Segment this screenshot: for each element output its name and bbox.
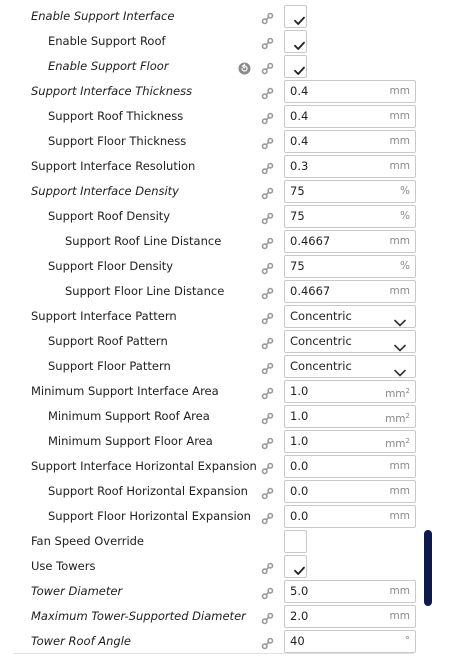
setting-row-enable-support-interface <box>0 4 452 29</box>
support-roof-density-label: Support Roof Density <box>48 209 171 223</box>
maximum-tower-supported-diameter-label: Maximum Tower-Supported Diameter <box>31 609 246 623</box>
support-roof-line-distance-unit <box>390 231 410 252</box>
setting-row-support-floor-line-distance <box>0 279 452 304</box>
chain-link-icon[interactable] <box>261 185 274 198</box>
support-floor-density-label: Support Floor Density <box>48 259 174 273</box>
support-roof-pattern-dropdown[interactable] <box>284 330 416 353</box>
support-roof-horizontal-expansion-label: Support Roof Horizontal Expansion <box>48 484 248 498</box>
support-interface-thickness-unit <box>390 81 410 102</box>
setting-row-enable-support-roof <box>0 29 452 54</box>
tower-diameter-unit <box>390 581 410 602</box>
enable-support-interface-label: Enable Support Interface <box>31 9 175 23</box>
unit-text: mm <box>389 460 410 472</box>
chain-link-icon[interactable] <box>261 335 274 348</box>
support-floor-horizontal-expansion-label: Support Floor Horizontal Expansion <box>48 509 251 523</box>
chain-link-icon[interactable] <box>261 210 274 223</box>
setting-row-maximum-tower-supported-diameter <box>0 604 452 629</box>
support-roof-line-distance-field[interactable] <box>284 230 416 253</box>
support-roof-line-distance-value[interactable] <box>290 231 375 252</box>
chain-link-icon[interactable] <box>261 485 274 498</box>
support-interface-resolution-field[interactable] <box>284 155 416 178</box>
unit-text: mm <box>389 510 410 522</box>
setting-row-support-roof-pattern <box>0 329 452 354</box>
chain-link-icon[interactable] <box>261 285 274 298</box>
support-floor-pattern-dropdown[interactable] <box>284 355 416 378</box>
support-interface-thickness-label: Support Interface Thickness <box>31 84 193 98</box>
unit-text: mm <box>389 485 410 497</box>
support-floor-pattern-label: Support Floor Pattern <box>48 359 171 373</box>
use-towers-checkbox[interactable] <box>284 555 307 578</box>
support-interface-pattern-dropdown[interactable] <box>284 305 416 328</box>
support-roof-pattern-selected-value: Concentric <box>290 334 352 348</box>
unit-text: mm <box>389 110 410 122</box>
unit-text: mm <box>389 160 410 172</box>
setting-row-tower-diameter <box>0 579 452 604</box>
support-floor-line-distance-label: Support Floor Line Distance <box>65 284 225 298</box>
scrollbar-thumb[interactable] <box>424 530 432 606</box>
minimum-support-interface-area-field[interactable] <box>284 380 416 403</box>
unit-text: % <box>400 210 410 222</box>
support-interface-density-field[interactable] <box>284 180 416 203</box>
chain-link-icon[interactable] <box>261 610 274 623</box>
chain-link-icon[interactable] <box>261 160 274 173</box>
maximum-tower-supported-diameter-value[interactable] <box>290 606 375 627</box>
unit-text: mm <box>389 135 410 147</box>
support-floor-thickness-field[interactable] <box>284 130 416 153</box>
chain-link-icon[interactable] <box>261 310 274 323</box>
bottom-divider <box>14 653 414 654</box>
fan-speed-override-label: Fan Speed Override <box>31 534 145 548</box>
setting-row-support-roof-horizontal-expansion <box>0 479 452 504</box>
support-roof-horizontal-expansion-field[interactable] <box>284 480 416 503</box>
maximum-tower-supported-diameter-field[interactable] <box>284 605 416 628</box>
minimum-support-roof-area-label: Minimum Support Roof Area <box>48 409 210 423</box>
chain-link-icon[interactable] <box>261 460 274 473</box>
support-floor-line-distance-unit <box>390 281 410 302</box>
minimum-support-interface-area-unit <box>385 381 410 402</box>
minimum-support-floor-area-label: Minimum Support Floor Area <box>48 434 213 448</box>
chain-link-icon[interactable] <box>261 235 274 248</box>
setting-row-use-towers <box>0 554 452 579</box>
setting-row-support-floor-thickness <box>0 129 452 154</box>
support-interface-resolution-label: Support Interface Resolution <box>31 159 196 173</box>
setting-row-fan-speed-override <box>0 529 452 554</box>
use-towers-label: Use Towers <box>31 559 96 573</box>
support-floor-horizontal-expansion-unit <box>390 506 410 527</box>
maximum-tower-supported-diameter-unit <box>390 606 410 627</box>
chain-link-icon[interactable] <box>261 10 274 23</box>
support-roof-horizontal-expansion-unit <box>390 481 410 502</box>
minimum-support-roof-area-unit <box>385 406 410 427</box>
unit-text: mm <box>389 235 410 247</box>
support-interface-resolution-value[interactable] <box>290 156 375 177</box>
support-floor-horizontal-expansion-value[interactable] <box>290 506 375 527</box>
chain-link-icon[interactable] <box>261 135 274 148</box>
unit-text: % <box>400 185 410 197</box>
support-roof-density-value[interactable] <box>290 206 375 227</box>
tower-roof-angle-label: Tower Roof Angle <box>31 634 131 648</box>
minimum-support-roof-area-field[interactable] <box>284 405 416 428</box>
setting-row-support-roof-density <box>0 204 452 229</box>
chain-link-icon[interactable] <box>261 435 274 448</box>
support-interface-horizontal-expansion-field[interactable] <box>284 455 416 478</box>
setting-row-minimum-support-floor-area <box>0 429 452 454</box>
support-floor-pattern-selected-value: Concentric <box>290 359 352 373</box>
support-interface-horizontal-expansion-value[interactable] <box>290 456 375 477</box>
chain-link-icon[interactable] <box>261 410 274 423</box>
support-floor-line-distance-value[interactable] <box>290 281 375 302</box>
setting-row-support-interface-thickness <box>0 79 452 104</box>
support-interface-resolution-unit <box>390 156 410 177</box>
reset-icon[interactable] <box>238 60 251 73</box>
support-interface-thickness-value[interactable] <box>290 81 375 102</box>
setting-row-support-floor-horizontal-expansion <box>0 504 452 529</box>
tower-diameter-field[interactable] <box>284 580 416 603</box>
setting-row-support-roof-thickness <box>0 104 452 129</box>
support-roof-thickness-unit <box>390 106 410 127</box>
unit-text: mm <box>389 285 410 297</box>
unit-text: mm <box>389 585 410 597</box>
setting-row-support-interface-pattern <box>0 304 452 329</box>
support-interface-density-unit <box>400 181 410 202</box>
chain-link-icon[interactable] <box>261 60 274 73</box>
chain-link-icon[interactable] <box>261 585 274 598</box>
support-floor-line-distance-field[interactable] <box>284 280 416 303</box>
support-floor-thickness-unit <box>390 131 410 152</box>
enable-support-roof-checkbox[interactable] <box>284 30 307 53</box>
chain-link-icon[interactable] <box>261 385 274 398</box>
setting-row-support-interface-density <box>0 179 452 204</box>
support-floor-density-field[interactable] <box>284 255 416 278</box>
minimum-support-floor-area-value[interactable] <box>290 431 375 452</box>
chain-link-icon[interactable] <box>261 260 274 273</box>
tower-roof-angle-value[interactable] <box>290 631 375 652</box>
support-interface-density-label: Support Interface Density <box>31 184 179 198</box>
support-floor-thickness-value[interactable] <box>290 131 375 152</box>
chain-link-icon[interactable] <box>261 510 274 523</box>
minimum-support-floor-area-unit <box>385 431 410 452</box>
support-interface-density-value[interactable] <box>290 181 375 202</box>
setting-row-tower-roof-angle <box>0 629 452 654</box>
unit-text: % <box>400 260 410 272</box>
support-floor-density-value[interactable] <box>290 256 375 277</box>
unit-text: ° <box>404 635 410 647</box>
tower-roof-angle-unit <box>405 631 410 652</box>
tower-diameter-label: Tower Diameter <box>31 584 123 598</box>
support-floor-thickness-label: Support Floor Thickness <box>48 134 187 148</box>
enable-support-roof-label: Enable Support Roof <box>48 34 166 48</box>
setting-row-support-floor-density <box>0 254 452 279</box>
minimum-support-roof-area-value[interactable] <box>290 406 375 427</box>
setting-row-support-roof-line-distance <box>0 229 452 254</box>
minimum-support-floor-area-field[interactable] <box>284 430 416 453</box>
setting-row-support-interface-horizontal-expansion <box>0 454 452 479</box>
support-interface-pattern-label: Support Interface Pattern <box>31 309 177 323</box>
support-interface-thickness-field[interactable] <box>284 80 416 103</box>
tower-diameter-value[interactable] <box>290 581 375 602</box>
support-roof-thickness-value[interactable] <box>290 106 375 127</box>
chain-link-icon[interactable] <box>261 35 274 48</box>
setting-row-support-floor-pattern <box>0 354 452 379</box>
fan-speed-override-checkbox[interactable] <box>284 530 307 553</box>
setting-row-minimum-support-roof-area <box>0 404 452 429</box>
chain-link-icon[interactable] <box>261 360 274 373</box>
chain-link-icon[interactable] <box>261 110 274 123</box>
support-floor-density-unit <box>400 256 410 277</box>
tower-roof-angle-field[interactable] <box>284 630 416 653</box>
unit-text: mm <box>385 388 406 400</box>
support-floor-horizontal-expansion-field[interactable] <box>284 505 416 528</box>
unit-superscript: 2 <box>405 437 410 445</box>
setting-row-support-interface-resolution <box>0 154 452 179</box>
support-roof-horizontal-expansion-value[interactable] <box>290 481 375 502</box>
minimum-support-interface-area-label: Minimum Support Interface Area <box>31 384 219 398</box>
setting-row-minimum-support-interface-area <box>0 379 452 404</box>
unit-text: mm <box>385 438 406 450</box>
enable-support-interface-checkbox[interactable] <box>284 5 307 28</box>
setting-row-enable-support-floor <box>0 54 452 79</box>
chain-link-icon[interactable] <box>261 635 274 648</box>
chain-link-icon[interactable] <box>261 560 274 573</box>
support-roof-thickness-label: Support Roof Thickness <box>48 109 184 123</box>
support-roof-thickness-field[interactable] <box>284 105 416 128</box>
chain-link-icon[interactable] <box>261 85 274 98</box>
enable-support-floor-label: Enable Support Floor <box>48 59 169 73</box>
unit-superscript: 2 <box>405 412 410 420</box>
minimum-support-interface-area-value[interactable] <box>290 381 375 402</box>
unit-text: mm <box>385 413 406 425</box>
unit-text: mm <box>389 85 410 97</box>
support-roof-pattern-label: Support Roof Pattern <box>48 334 168 348</box>
support-interface-horizontal-expansion-label: Support Interface Horizontal Expansion <box>31 459 257 473</box>
support-roof-density-field[interactable] <box>284 205 416 228</box>
unit-superscript: 2 <box>405 387 410 395</box>
unit-text: mm <box>389 610 410 622</box>
support-roof-density-unit <box>400 206 410 227</box>
enable-support-floor-checkbox[interactable] <box>284 55 307 78</box>
support-interface-horizontal-expansion-unit <box>390 456 410 477</box>
support-interface-pattern-selected-value: Concentric <box>290 309 352 323</box>
support-roof-line-distance-label: Support Roof Line Distance <box>65 234 222 248</box>
